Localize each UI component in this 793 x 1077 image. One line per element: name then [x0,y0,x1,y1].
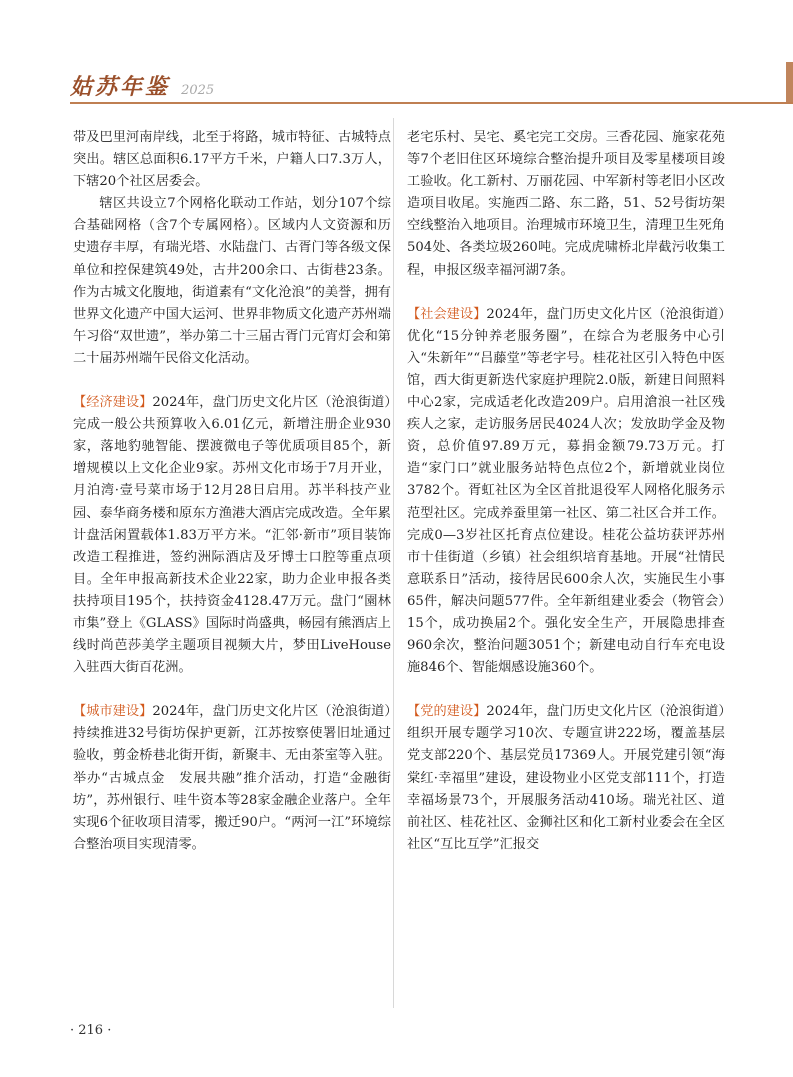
economy-section [73,392,391,679]
column-divider [393,118,394,1008]
intro-paragraph-1: 带及巴里河南岸线，北至于将路，城市特征、古城特点突出。辖区总面积6.17平方千米，户籍人口7.3万人，下辖20个社区居委会。 [73,130,391,190]
running-header [70,70,215,100]
party-section [407,701,725,856]
city-section-body: 2024年，盘门历史文化片区（沧浪街道）持续推进32号街坊保护更新，江苏按察使署旧址通过验收，剪金桥巷北街开街，新聚丰、无由茶室等入驻。举办“古城点金 发展共融”推介活动，打造“金融街坊”，苏州银行、哇牛资本等28家金融企业落户。全年实现6个征收项目清零，搬迁90户。“两河一江”环境综合整治项目实现清零。 [73,704,391,852]
page-number: · 216 · [70,1023,112,1038]
left-column [73,127,391,856]
economy-section-heading: 【经济建设】 [73,395,153,411]
social-section-heading: 【社会建设】 [407,306,487,322]
city-section-heading: 【城市建设】 [73,704,153,720]
economy-section-body: 2024年，盘门历史文化片区（沧浪街道）完成一般公共预算收入6.01亿元，新增注册企业930家，落地豹驰智能、摆渡微电子等优质项目85个，新增规模以上文化企业9家。苏州文化市场于7月开业，月泊湾·壹号菜市场于12月28日启用。苏半科技产业园、泰华商务楼和原东方渔港大酒店完成改造。全年累计盘活闲置载体1.83万平方米。“汇邻·新市”项目装饰改造工程推进，签约洲际酒店及牙博士口腔等重点项目。全年申报高新技术企业22家，助力企业申报各类扶持项目195个，扶持资金4128.47万元。盘门“園林市集”登上《GLASS》国际时尚盛典，畅园有熊酒店上线时尚芭莎美学主题项目视频大片，梦田LiveHouse入驻西大街百花洲。 [73,395,391,676]
page-edge-tab [786,62,793,102]
social-section-body: 2024年，盘门历史文化片区（沧浪街道）优化“15分钟养老服务圈”，在综合为老服务中心引入“朱新年”“吕藤堂”等老字号。桂花社区引入特色中医馆，西大街更新迭代家庭护理院2.0版，新建日间照料中心2家，完成适老化改造209户。启用滄浪一社区残疾人之家，走访服务居民4024人次；发放助学金及物资，总价值97.89万元，募捐金额79.73万元。打造“家门口”就业服务站特色点位2个，新增就业岗位3782个。胥虹社区为全区首批退役军人网格化服务示范型社区。完成养蚕里第一社区、第二社区合并工作。完成0—3岁社区托育点位建设。桂花公益坊获评苏州市十佳街道（乡镇）社会组织培育基地。开展“社情民意联系日”活动，接待居民600余人次，实施民生小事65件，解决问题577件。全年新组建业委会（物管会）15个，成功换届2个。强化安全生产，开展隐患排查960余次，整治问题3051个；新建电动自行车充电设施846个、智能烟感设施360个。 [407,306,725,676]
social-section [407,304,725,680]
party-section-body: 2024年，盘门历史文化片区（沧浪街道）组织开展专题学习10次、专题宣讲222场，覆盖基层党支部220个、基层党员17369人。开展党建引领“海棠红·幸福里”建设，建设物业小区党支部111个，打造幸福场景73个，开展服务活动410场。瑞光社区、道前社区、桂花社区、金狮社区和化工新村业委会在全区社区“互比互学”汇报交 [407,704,725,852]
party-section-heading: 【党的建设】 [407,704,487,720]
city-section-continued: 老宅乐村、吴宅、奚宅完工交房。三香花园、施家花苑等7个老旧住区环境综合整治提升项目及零星楼项目竣工验收。化工新村、万丽花园、中军新村等老旧小区改造项目收尾。实施西二路、东二路，51、52号街坊架空线整治入地项目。治理城市环境卫生，清理卫生死角504处、各类垃圾260吨。完成虎啸桥北岸截污收集工程，申报区级幸福河湖7条。 [407,130,725,278]
right-column [407,127,725,856]
yearbook-year: 2025 [181,83,215,98]
city-section [73,701,391,856]
yearbook-title: 姑苏年鉴 [70,74,171,100]
header-rule [70,102,793,104]
intro-paragraph-2: 辖区共设立7个网格化联动工作站，划分107个综合基础网格（含7个专属网格）。区域内人文资源和历史遗存丰厚，有瑞光塔、水陆盘门、古胥门等各级文保单位和控保建筑49处，古井200余口、古街巷23条。作为古城文化腹地，街道素有“文化沧浪”的美誉，拥有世界文化遗产中国大运河、世界非物质文化遗产苏州端午习俗“双世遗”，举办第二十三届古胥门元宵灯会和第二十届苏州端午民俗文化活动。 [73,196,391,366]
